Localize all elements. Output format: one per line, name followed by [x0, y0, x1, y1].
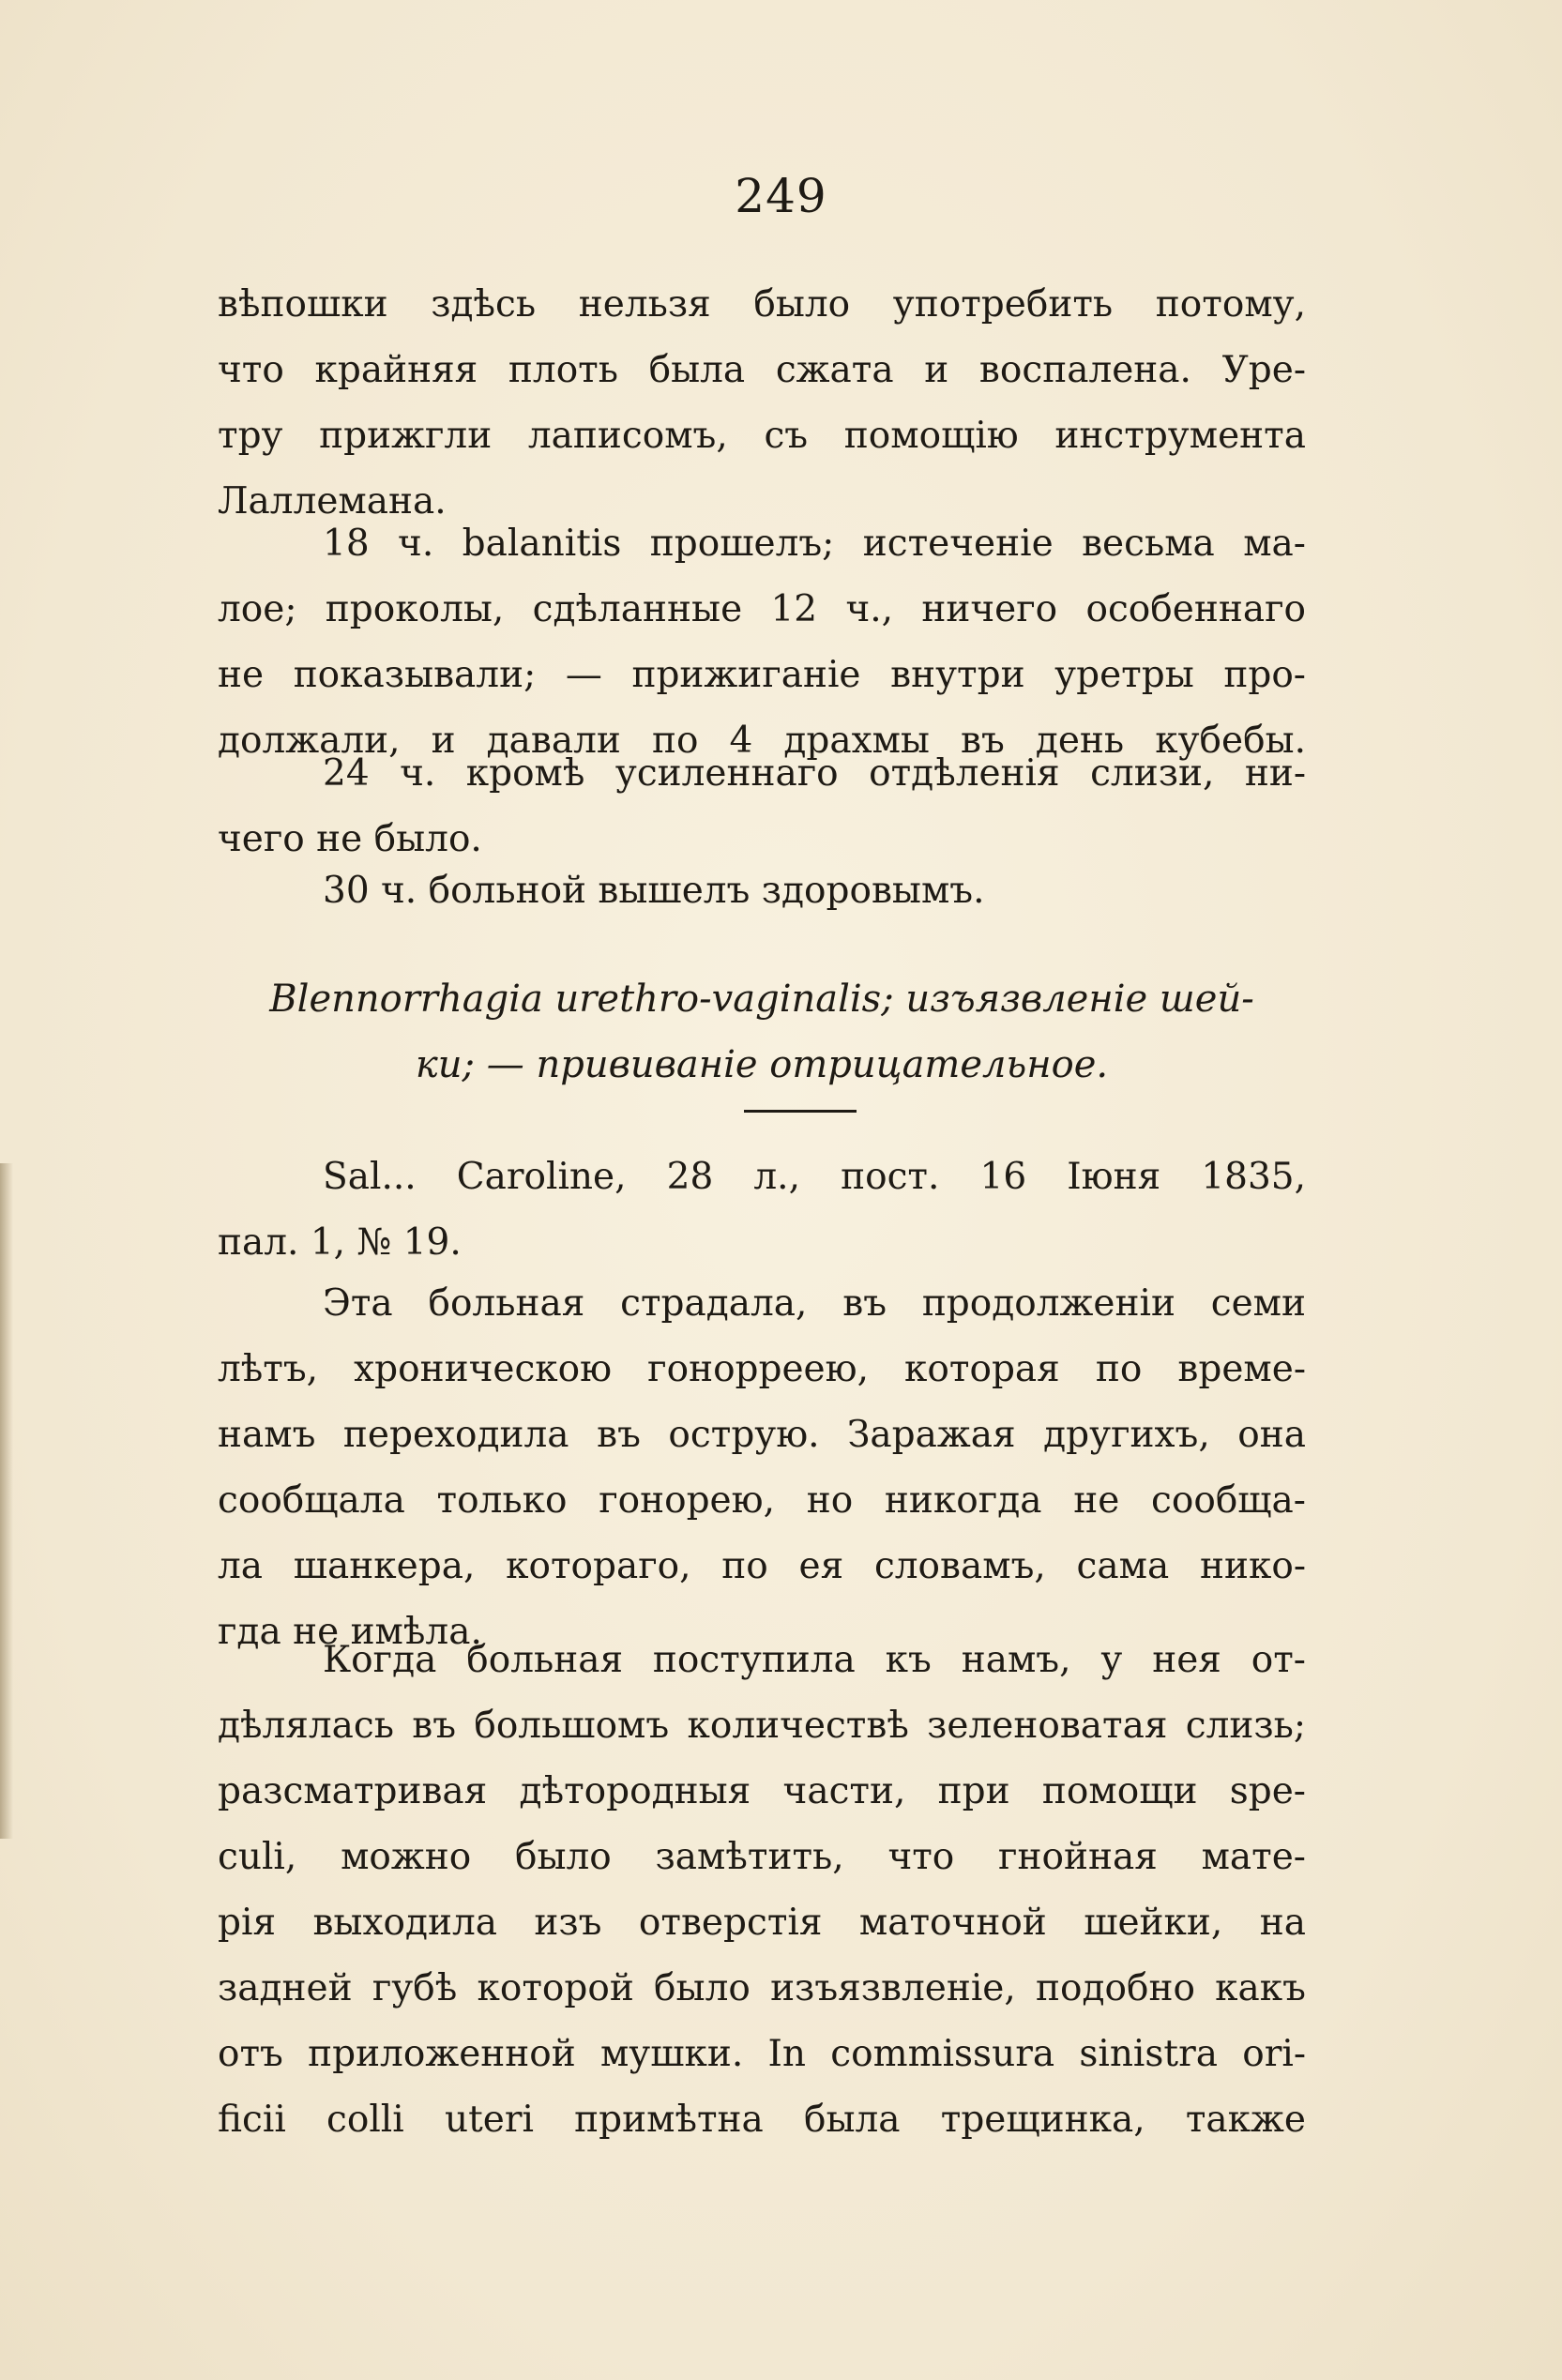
text-line: намъ переходила въ острую. Заражая другихъ, она: [218, 1414, 1306, 1456]
text-line: отъ приложенной мушки. In commissura sinistra ori-: [218, 2033, 1306, 2075]
text-line: тру прижгли лаписомъ, съ помощію инструмента: [218, 415, 1306, 457]
heading-line: ки; — прививаніе отрицательное.: [415, 1043, 1109, 1086]
paragraph-examination: [218, 1628, 1306, 2153]
text-line: пал. 1, № 19.: [218, 1221, 462, 1264]
paragraph-continuation: [218, 272, 1306, 535]
paragraph-day-24: [218, 741, 1306, 872]
text-line: задней губѣ которой было изъязвленіе, подобно какъ: [218, 1967, 1306, 2009]
text-line: Эта больная страдала, въ продолженіи семи: [323, 1282, 1306, 1325]
text-line: Лаллемана.: [218, 480, 447, 523]
text-line: разсматривая дѣтородныя части, при помощи spe-: [218, 1770, 1306, 1812]
section-heading: [218, 966, 1306, 1098]
text-line: гда не имѣла.: [218, 1611, 482, 1653]
text-line: ла шанкера, котораго, по ея словамъ, сама нико-: [218, 1545, 1306, 1587]
text-line: Когда больная поступила къ намъ, у нея от-: [323, 1639, 1306, 1681]
text-line: 24 ч. кромѣ усиленнаго отдѣленія слизи, ни-: [323, 752, 1306, 795]
paragraph-history: [218, 1271, 1306, 1665]
text-line: сообщала только гонорею, но никогда не сообща-: [218, 1479, 1306, 1522]
text-line: лое; проколы, сдѣланные 12 ч., ничего особеннаго: [218, 588, 1306, 630]
page-number: 249: [735, 169, 827, 223]
text-line: лѣтъ, хроническою гонорреею, которая по време-: [218, 1348, 1306, 1390]
text-line: Sal... Caroline, 28 л., пост. 16 Іюня 1835,: [323, 1156, 1306, 1198]
text-line: 30 ч. больной вышелъ здоровымъ.: [323, 870, 985, 912]
paragraph-day-30: [218, 858, 1306, 924]
text-line: вѣпошки здѣсь нельзя было употребить потому,: [218, 283, 1306, 326]
text-line: ficii colli uteri примѣтна была трещинка, также: [218, 2099, 1306, 2141]
paragraph-day-18: [218, 511, 1306, 774]
text-line: 18 ч. balanitis прошелъ; истеченіе весьма ма-: [323, 523, 1306, 565]
paragraph-patient-record: [218, 1145, 1306, 1276]
text-line: дѣлялась въ большомъ количествѣ зеленоватая слизь;: [218, 1705, 1306, 1747]
text-line: рія выходила изъ отверстія маточной шейки, на: [218, 1902, 1306, 1944]
page-edge-shadow: [0, 1163, 13, 1839]
text-line: должали, и давали по 4 драхмы въ день кубебы.: [218, 720, 1306, 762]
heading-line: Blennorrhagia urethro-vaginalis; изъязвленіе шей-: [269, 978, 1254, 1021]
text-line: что крайняя плоть была сжата и воспалена. Уре-: [218, 349, 1306, 391]
section-rule: [744, 1110, 857, 1113]
text-line: culi, можно было замѣтить, что гнойная мате-: [218, 1836, 1306, 1878]
text-line: чего не было.: [218, 818, 482, 860]
text-line: не показывали; — прижиганіе внутри уретры про-: [218, 654, 1306, 696]
